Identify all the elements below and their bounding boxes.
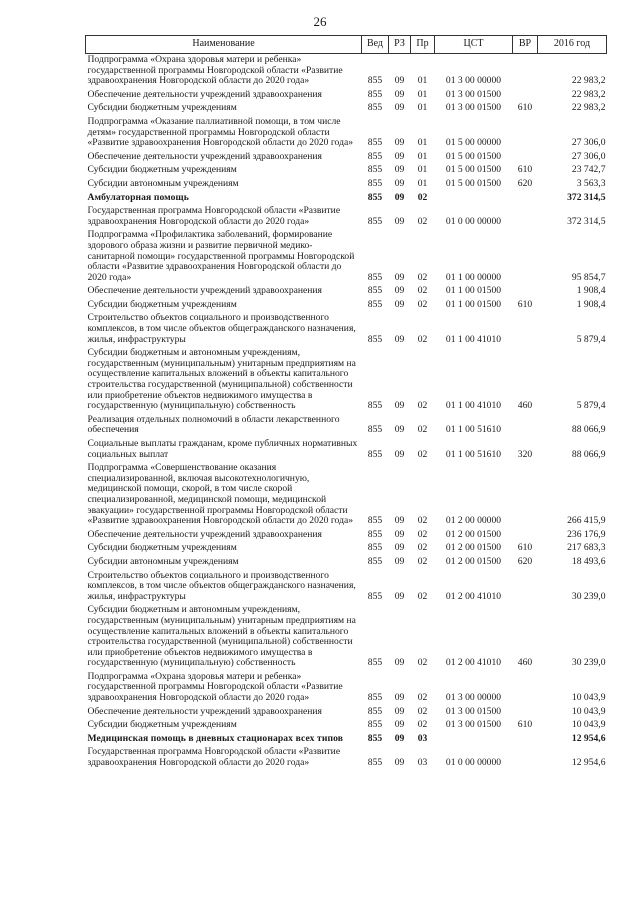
table-row — [86, 746, 607, 770]
table-row — [86, 604, 607, 671]
cell-vr: 320 — [517, 448, 533, 460]
cell-pr: 02 — [417, 298, 428, 310]
cell-cst: 01 2 00 01500 — [445, 542, 502, 554]
cell-sum: 10 043,9 — [571, 705, 606, 717]
cell-pr: 02 — [417, 719, 428, 731]
budget-table — [85, 35, 607, 771]
cell-sum: 10 043,9 — [571, 719, 606, 731]
cell-sum: 88 066,9 — [571, 448, 606, 460]
cell-rz: 09 — [394, 692, 405, 704]
cell-rz: 09 — [394, 590, 405, 602]
cell-ved: 855 — [367, 88, 383, 100]
cell-ved: 855 — [367, 757, 383, 769]
cell-pr: 02 — [417, 271, 428, 283]
table-row — [86, 733, 607, 747]
cell-sum: 18 493,6 — [571, 555, 606, 567]
cell-ved: 855 — [367, 298, 383, 310]
cell-name: Субсидии бюджетным учреждениям — [87, 542, 237, 554]
cell-name: Подпрограмма «Оказание паллиативной помощи, в том числе детям» государственной программы Новгородской области «Развитие здравоохранения Новгородской области до 2020 года» — [87, 115, 354, 149]
table-row — [86, 671, 607, 706]
cell-pr: 02 — [417, 528, 428, 540]
cell-sum: 30 239,0 — [571, 590, 606, 602]
cell-pr: 02 — [417, 333, 428, 345]
cell-pr: 02 — [417, 705, 428, 717]
cell-pr: 02 — [417, 448, 428, 460]
cell-vr — [513, 462, 538, 529]
cell-sum: 95 854,7 — [571, 271, 606, 283]
cell-vr — [513, 205, 538, 229]
cell-sum: 372 314,5 — [567, 215, 606, 227]
cell-vr: 620 — [517, 177, 533, 189]
cell-vr — [513, 312, 538, 347]
table-row — [86, 706, 607, 720]
cell-sum: 217 683,3 — [567, 542, 606, 554]
table-row — [86, 542, 607, 556]
cell-name: Государственная программа Новгородской области «Развитие здравоохранения Новгородской области до 2020 года» — [87, 205, 341, 227]
cell-vr — [513, 746, 538, 770]
cell-ved: 855 — [367, 515, 383, 527]
cell-rz: 09 — [394, 542, 405, 554]
cell-cst: 01 5 00 01500 — [445, 164, 502, 176]
table-row — [86, 312, 607, 347]
cell-cst: 01 1 00 51610 — [445, 448, 502, 460]
cell-name: Субсидии бюджетным учреждениям — [87, 719, 237, 731]
cell-pr: 01 — [417, 177, 428, 189]
cell-vr: 620 — [517, 555, 533, 567]
cell-vr — [513, 54, 538, 89]
cell-cst: 01 1 00 41010 — [445, 400, 502, 412]
cell-pr: 01 — [417, 75, 428, 87]
cell-rz: 09 — [394, 150, 405, 162]
header-rz: РЗ — [389, 36, 411, 54]
cell-rz: 09 — [394, 137, 405, 149]
cell-cst: 01 2 00 01500 — [445, 528, 502, 540]
cell-cst: 01 0 00 00000 — [445, 215, 502, 227]
cell-pr: 01 — [417, 88, 428, 100]
cell-pr: 01 — [417, 137, 428, 149]
cell-sum: 22 983,2 — [571, 102, 606, 114]
cell-vr — [513, 151, 538, 165]
cell-rz: 09 — [394, 88, 405, 100]
cell-sum: 88 066,9 — [571, 424, 606, 436]
cell-pr: 03 — [417, 757, 428, 769]
cell-vr — [513, 116, 538, 151]
cell-sum: 30 239,0 — [571, 657, 606, 669]
cell-sum: 22 983,2 — [571, 75, 606, 87]
cell-cst: 01 1 00 01500 — [445, 298, 502, 310]
cell-name: Амбулаторная помощь — [87, 191, 189, 203]
cell-pr: 01 — [417, 150, 428, 162]
table-header — [86, 36, 607, 54]
cell-name: Обеспечение деятельности учреждений здравоохранения — [87, 88, 322, 100]
cell-name: Обеспечение деятельности учреждений здравоохранения — [87, 705, 322, 717]
table-row — [86, 102, 607, 116]
table-row — [86, 299, 607, 313]
cell-name: Государственная программа Новгородской области «Развитие здравоохранения Новгородской области до 2020 года» — [87, 746, 341, 769]
cell-name: Подпрограмма «Охрана здоровья матери и ребенка» государственной программы Новгородской области «Развитие здравоохранения Новгородской области до 2020 года» — [87, 670, 343, 704]
cell-ved: 855 — [367, 75, 383, 87]
table-row — [86, 178, 607, 192]
header-sum: 2016 год — [538, 36, 607, 54]
cell-ved: 855 — [367, 137, 383, 149]
cell-rz: 09 — [394, 215, 405, 227]
cell-rz: 09 — [394, 555, 405, 567]
cell-rz: 09 — [394, 448, 405, 460]
table-row — [86, 164, 607, 178]
table-row — [86, 719, 607, 733]
table-row — [86, 462, 607, 529]
cell-cst — [435, 733, 513, 747]
cell-rz: 09 — [394, 657, 405, 669]
cell-sum: 27 306,0 — [571, 150, 606, 162]
cell-sum: 22 983,2 — [571, 88, 606, 100]
cell-pr: 02 — [417, 590, 428, 602]
cell-name: Субсидии бюджетным учреждениям — [87, 298, 237, 310]
cell-sum: 1 908,4 — [576, 285, 606, 297]
cell-pr: 01 — [417, 102, 428, 114]
table-row — [86, 529, 607, 543]
table-row — [86, 347, 607, 414]
cell-cst: 01 2 00 41010 — [445, 590, 502, 602]
cell-pr: 02 — [417, 555, 428, 567]
header-vr: ВР — [513, 36, 538, 54]
cell-ved: 855 — [367, 285, 383, 297]
cell-vr — [513, 706, 538, 720]
cell-ved: 855 — [367, 719, 383, 731]
cell-rz: 09 — [394, 732, 405, 744]
cell-cst: 01 2 00 01500 — [445, 555, 502, 567]
cell-cst: 01 2 00 41010 — [445, 657, 502, 669]
cell-ved: 855 — [367, 215, 383, 227]
cell-ved: 855 — [367, 542, 383, 554]
table-row — [86, 229, 607, 285]
cell-rz: 09 — [394, 271, 405, 283]
table-row — [86, 438, 607, 462]
cell-name: Подпрограмма «Совершенствование оказания специализированной, включая высокотехнологичную, медицинской помощи, скорой, в том числе скорой специализированной, медицинской помощи, медицинской эвакуации» государственной программы Новгородской области «Развитие здравоохранения Новгородской области до 2020 года» — [87, 462, 354, 527]
cell-rz: 09 — [394, 75, 405, 87]
cell-vr — [513, 671, 538, 706]
table-row — [86, 54, 607, 89]
header-name: Наименование — [86, 36, 362, 54]
cell-name: Реализация отдельных полномочий в области лекарственного обеспечения — [87, 413, 340, 436]
cell-cst: 01 2 00 00000 — [445, 515, 502, 527]
cell-name: Подпрограмма «Охрана здоровья матери и ребенка» государственной программы Новгородской области «Развитие здравоохранения Новгородской области до 2020 года» — [87, 54, 343, 87]
cell-cst: 01 1 00 41010 — [445, 333, 502, 345]
cell-cst: 01 5 00 00000 — [445, 137, 502, 149]
cell-pr: 02 — [417, 424, 428, 436]
cell-cst: 01 1 00 01500 — [445, 285, 502, 297]
cell-vr: 610 — [517, 298, 533, 310]
table-row — [86, 151, 607, 165]
cell-sum: 1 908,4 — [576, 298, 606, 310]
cell-ved: 855 — [367, 102, 383, 114]
table-row — [86, 570, 607, 605]
cell-sum: 372 314,5 — [567, 191, 606, 203]
cell-ved: 855 — [367, 164, 383, 176]
header-pr: Пр — [411, 36, 435, 54]
cell-ved: 855 — [367, 692, 383, 704]
cell-rz: 09 — [394, 424, 405, 436]
cell-sum: 266 415,9 — [567, 515, 606, 527]
cell-ved: 855 — [367, 271, 383, 283]
cell-pr: 02 — [417, 692, 428, 704]
cell-rz: 09 — [394, 285, 405, 297]
cell-vr — [513, 89, 538, 103]
cell-name: Обеспечение деятельности учреждений здравоохранения — [87, 528, 322, 540]
cell-cst: 01 5 00 01500 — [445, 150, 502, 162]
header-cst: ЦСТ — [435, 36, 513, 54]
cell-pr: 02 — [417, 542, 428, 554]
cell-name: Субсидии бюджетным и автономным учреждениям, государственным (муниципальным) унитарным предприятиям на осуществление капитальных вложений в объекты капитального строительства государственной (муниципальной) собственности или приобретение объектов недвижимого имущества в государственную (муниципальную) собственность — [87, 347, 356, 412]
cell-sum: 10 043,9 — [571, 692, 606, 704]
cell-name: Строительство объектов социального и производственного комплексов, в том числе объектов общегражданского назначения, жилья, инфраструктуры — [87, 312, 356, 345]
cell-ved: 855 — [367, 732, 383, 744]
cell-rz: 09 — [394, 757, 405, 769]
cell-pr: 03 — [417, 732, 428, 744]
cell-sum: 5 879,4 — [576, 333, 606, 345]
cell-ved: 855 — [367, 177, 383, 189]
cell-ved: 855 — [367, 191, 383, 203]
cell-rz: 09 — [394, 719, 405, 731]
cell-vr — [513, 414, 538, 438]
cell-ved: 855 — [367, 150, 383, 162]
cell-pr: 02 — [417, 285, 428, 297]
cell-name: Обеспечение деятельности учреждений здравоохранения — [87, 150, 322, 162]
cell-vr: 460 — [517, 657, 533, 669]
cell-rz: 09 — [394, 400, 405, 412]
cell-pr: 02 — [417, 191, 428, 203]
cell-pr: 02 — [417, 515, 428, 527]
cell-vr: 610 — [517, 164, 533, 176]
cell-vr — [513, 529, 538, 543]
page-number: 26 — [313, 14, 327, 29]
cell-cst: 01 3 00 01500 — [445, 102, 502, 114]
table-row — [86, 556, 607, 570]
cell-rz: 09 — [394, 177, 405, 189]
cell-name: Обеспечение деятельности учреждений здравоохранения — [87, 285, 322, 297]
cell-cst: 01 1 00 00000 — [445, 271, 502, 283]
header-ved: Вед — [362, 36, 389, 54]
cell-pr: 02 — [417, 657, 428, 669]
cell-sum: 236 176,9 — [567, 528, 606, 540]
cell-name: Субсидии бюджетным учреждениям — [87, 164, 237, 176]
table-row — [86, 285, 607, 299]
cell-cst: 01 1 00 51610 — [445, 424, 502, 436]
cell-cst: 01 5 00 01500 — [445, 177, 502, 189]
table-row — [86, 414, 607, 438]
cell-vr: 610 — [517, 102, 533, 114]
cell-cst: 01 3 00 00000 — [445, 692, 502, 704]
cell-ved: 855 — [367, 333, 383, 345]
table-row — [86, 89, 607, 103]
cell-cst: 01 0 00 00000 — [445, 757, 502, 769]
cell-ved: 855 — [367, 705, 383, 717]
cell-name: Медицинская помощь в дневных стационарах всех типов — [87, 732, 344, 744]
cell-rz: 09 — [394, 528, 405, 540]
cell-name: Строительство объектов социального и производственного комплексов, в том числе объектов общегражданского назначения, жилья, инфраструктуры — [87, 569, 356, 602]
cell-ved: 855 — [367, 590, 383, 602]
cell-sum: 12 954,6 — [571, 757, 606, 769]
cell-rz: 09 — [394, 164, 405, 176]
cell-sum: 3 563,3 — [576, 177, 606, 189]
cell-cst: 01 3 00 00000 — [445, 75, 502, 87]
cell-sum: 27 306,0 — [571, 137, 606, 149]
table-row — [86, 116, 607, 151]
cell-cst — [435, 192, 513, 206]
cell-name: Социальные выплаты гражданам, кроме публичных нормативных социальных выплат — [87, 438, 358, 460]
cell-vr — [513, 733, 538, 747]
cell-ved: 855 — [367, 400, 383, 412]
cell-name: Подпрограмма «Профилактика заболеваний, формирование здорового образа жизни и развитие первичной медико-санитарной помощи» государственной программы Новгородской области «Развитие здравоохранения Новгородской области до 2020 года» — [87, 229, 355, 283]
table-row — [86, 205, 607, 229]
cell-vr — [513, 229, 538, 285]
cell-rz: 09 — [394, 102, 405, 114]
cell-cst: 01 3 00 01500 — [445, 705, 502, 717]
cell-rz: 09 — [394, 515, 405, 527]
cell-cst: 01 3 00 01500 — [445, 88, 502, 100]
cell-pr: 01 — [417, 164, 428, 176]
cell-name: Субсидии автономным учреждениям — [87, 177, 239, 189]
cell-rz: 09 — [394, 298, 405, 310]
cell-name: Субсидии бюджетным и автономным учреждениям, государственным (муниципальным) унитарным предприятиям на осуществление капитальных вложений в объекты капитального строительства государственной (муниципальной) собственности или приобретение объектов недвижимого имущества в государственную (муниципальную) собственность — [87, 604, 356, 669]
cell-ved: 855 — [367, 448, 383, 460]
cell-pr: 02 — [417, 400, 428, 412]
cell-cst: 01 3 00 01500 — [445, 719, 502, 731]
table-row — [86, 192, 607, 206]
cell-name: Субсидии автономным учреждениям — [87, 555, 239, 567]
cell-ved: 855 — [367, 424, 383, 436]
cell-vr: 610 — [517, 542, 533, 554]
cell-sum: 5 879,4 — [576, 400, 606, 412]
cell-rz: 09 — [394, 333, 405, 345]
cell-pr: 02 — [417, 215, 428, 227]
cell-sum: 12 954,6 — [571, 732, 606, 744]
cell-vr — [513, 192, 538, 206]
cell-rz: 09 — [394, 705, 405, 717]
cell-name: Субсидии бюджетным учреждениям — [87, 102, 237, 114]
cell-ved: 855 — [367, 555, 383, 567]
cell-ved: 855 — [367, 657, 383, 669]
cell-rz: 09 — [394, 191, 405, 203]
cell-vr: 610 — [517, 719, 533, 731]
cell-vr — [513, 570, 538, 605]
cell-vr — [513, 285, 538, 299]
table-body — [86, 54, 607, 771]
cell-vr: 460 — [517, 400, 533, 412]
cell-sum: 23 742,7 — [571, 164, 606, 176]
cell-ved: 855 — [367, 528, 383, 540]
